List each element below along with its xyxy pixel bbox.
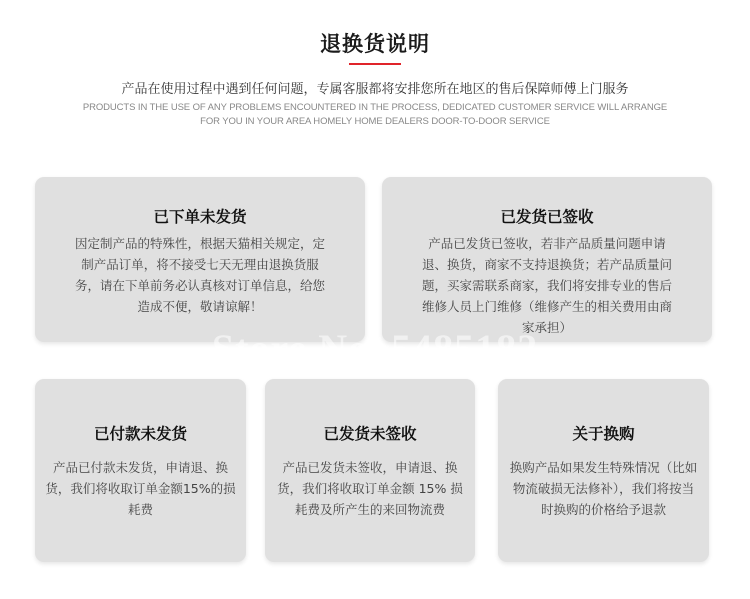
page-title: 退换货说明 (320, 32, 430, 56)
card-ordered-not-shipped (35, 177, 365, 342)
card-exchange-purchase (498, 379, 709, 562)
card-title: 已付款未发货 (93, 425, 187, 443)
card-title: 已发货已签收 (500, 208, 594, 226)
card-body: 产品已发货未签收，申请退、换货，我们将收取订单金额 15% 损耗费及所产生的来回物流费 (277, 460, 463, 517)
store-watermark: Store No. 5485182 (211, 326, 539, 371)
card-title: 关于换购 (572, 425, 635, 443)
card-shipped-signed (382, 177, 712, 342)
card-paid-not-shipped (35, 379, 246, 562)
card-shipped-not-signed (265, 379, 475, 562)
card-body: 因定制产品的特殊性，根据天猫相关规定，定制产品订单，将不接受七天无理由退换货服务，请在下单前务必认真核对订单信息，给您造成不便，敬请谅解！ (74, 236, 325, 314)
english-description-line: FOR YOU IN YOUR AREA HOMELY HOME DEALERS DOOR-TO-DOOR SERVICE (200, 116, 550, 127)
card-body: 产品已发货已签收，若非产品质量问题申请退、换货，商家不支持退换货；若产品质量问题，买家需联系商家，我们将安排专业的售后维修人员上门维修（维修产生的相关费用由商家承担） (421, 236, 672, 335)
card-title: 已发货未签收 (323, 425, 417, 443)
english-description (60, 101, 690, 129)
english-description-line: PRODUCTS IN THE USE OF ANY PROBLEMS ENCOUNTERED IN THE PROCESS, DEDICATED CUSTOMER SERVICE WILL ARRANGE (82, 102, 668, 113)
card-body: 产品已付款未发货，申请退、换货，我们将收取订单金额15%的损耗费 (45, 460, 236, 517)
page-subtitle: 产品在使用过程中遇到任何问题，专属客服都将安排您所在地区的售后保障师傅上门服务 (121, 82, 629, 97)
title-underline (349, 63, 401, 65)
card-body: 换购产品如果发生特殊情况（比如物流破损无法修补），我们将按当时换购的价格给予退款 (509, 460, 698, 517)
card-title: 已下单未发货 (153, 208, 247, 226)
